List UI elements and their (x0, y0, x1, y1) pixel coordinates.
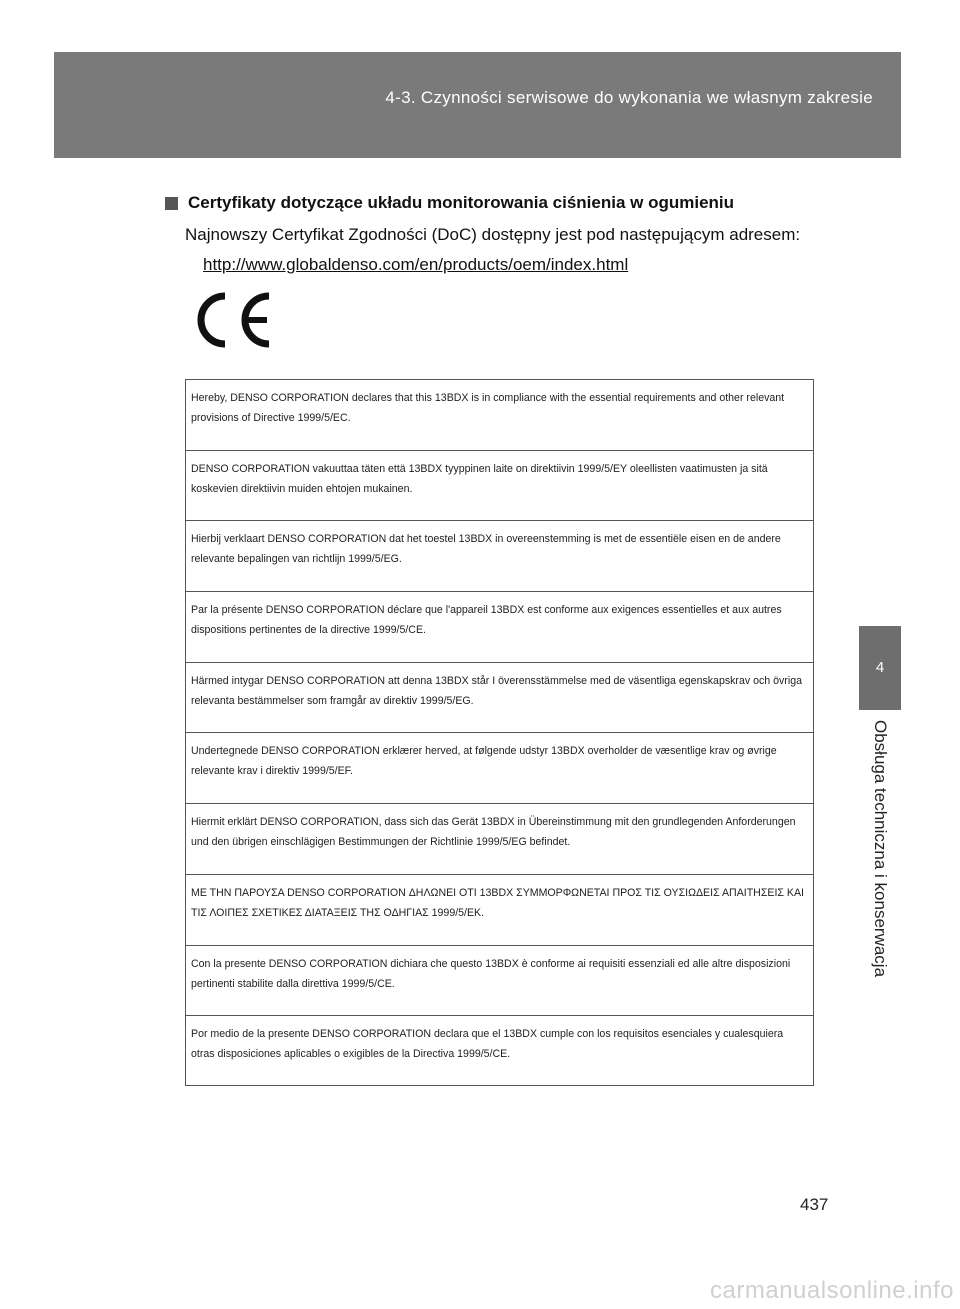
declaration-row-es: Por medio de la presente DENSO CORPORATION declara que el 13BDX cumple con los requisitos esenciales y cualesquiera otras disposiciones aplicables o exigibles de la Directiva 1999/5/CE. (191, 1028, 784, 1061)
square-bullet-icon (165, 197, 178, 210)
header-band (54, 52, 901, 158)
section-heading-text: Certyfikaty dotyczące układu monitorowania ciśnienia w ogumieniu (188, 193, 735, 212)
page-header-title: 4-3. Czynności serwisowe do wykonania we własnym zakresie (385, 88, 873, 107)
tpms-certificate-section (165, 193, 855, 275)
section-description: Najnowszy Certyfikat Zgodności (DoC) dostępny jest pod następującym adresem: (185, 225, 801, 244)
chapter-tab-label: Obsługa techniczna i konserwacja (871, 720, 890, 978)
declaration-row-el: ΜΕ ΤΗΝ ΠΑΡΟΥΣΑ DENSO CORPORATION ΔΗΛΩΝΕΙ ΟΤΙ 13BDX ΣΥΜΜΟΡΦΩΝΕΤΑΙ ΠΡΟΣ ΤΙΣ ΟΥΣΙΩΔΕΙΣ ΑΠΑΙΤΗΣΕΙΣ ΚΑΙ ΤΙΣ ΛΟΙΠΕΣ ΣΧΕΤΙΚΕΣ ΔΙΑΤΑΞΕΙΣ ΤΗΣ ΟΔΗΓΙΑΣ 1999/5/ΕΚ. (186, 875, 813, 946)
declarations-table (185, 379, 814, 1086)
declaration-row-it: Con la presente DENSO CORPORATION dichiara che questo 13BDX è conforme ai requisiti essenziali ed alle altre disposizioni pertinenti stabilite dalla direttiva 1999/5/CE. (186, 946, 813, 1017)
page-number: 437 (800, 1195, 829, 1214)
declaration-row-en: Hereby, DENSO CORPORATION declares that this 13BDX is in compliance with the essential requirements and other relevant provisions of Directive 1999/5/EC. (186, 380, 813, 451)
chapter-tab-number: 4 (859, 626, 901, 710)
declaration-row-nl: Hierbij verklaart DENSO CORPORATION dat het toestel 13BDX in overeenstemming is met de essentiële eisen en de andere relevante bepalingen van richtlijn 1999/5/EG. (186, 521, 813, 592)
declaration-row-da: Undertegnede DENSO CORPORATION erklærer herved, at følgende udstyr 13BDX overholder de væsentlige krav og øvrige relevante krav i direktiv 1999/5/EF. (186, 733, 813, 804)
watermark: carmanualsonline.info (710, 1277, 954, 1304)
declaration-row-fi: DENSO CORPORATION vakuuttaa täten että 13BDX tyyppinen laite on direktiivin 1999/5/EY oleellisten vaatimusten ja sitä koskevien direktiivin muiden ehtojen mukainen. (186, 451, 813, 522)
ce-mark-icon (195, 290, 277, 350)
ce-c-stroke (201, 296, 225, 344)
declaration-row-fr: Par la présente DENSO CORPORATION déclare que l'appareil 13BDX est conforme aux exigences essentielles et aux autres dispositions pertinentes de la directive 1999/5/CE. (186, 592, 813, 663)
declaration-row-de: Hiermit erklärt DENSO CORPORATION, dass sich das Gerät 13BDX in Übereinstimmung mit den grundlegenden Anforderungen und den übrigen einschlägigen Bestimmungen der Richtlinie 1999/5/EG befindet. (186, 804, 813, 875)
doc-url-link[interactable]: http://www.globaldenso.com/en/products/oem/index.html (203, 255, 629, 274)
section-heading (165, 193, 855, 213)
declaration-row-sv: Härmed intygar DENSO CORPORATION att denna 13BDX står I överensstämmelse med de väsentliga egenskapskrav och övriga relevanta bestämmelser som framgår av direktiv 1999/5/EG. (186, 663, 813, 734)
